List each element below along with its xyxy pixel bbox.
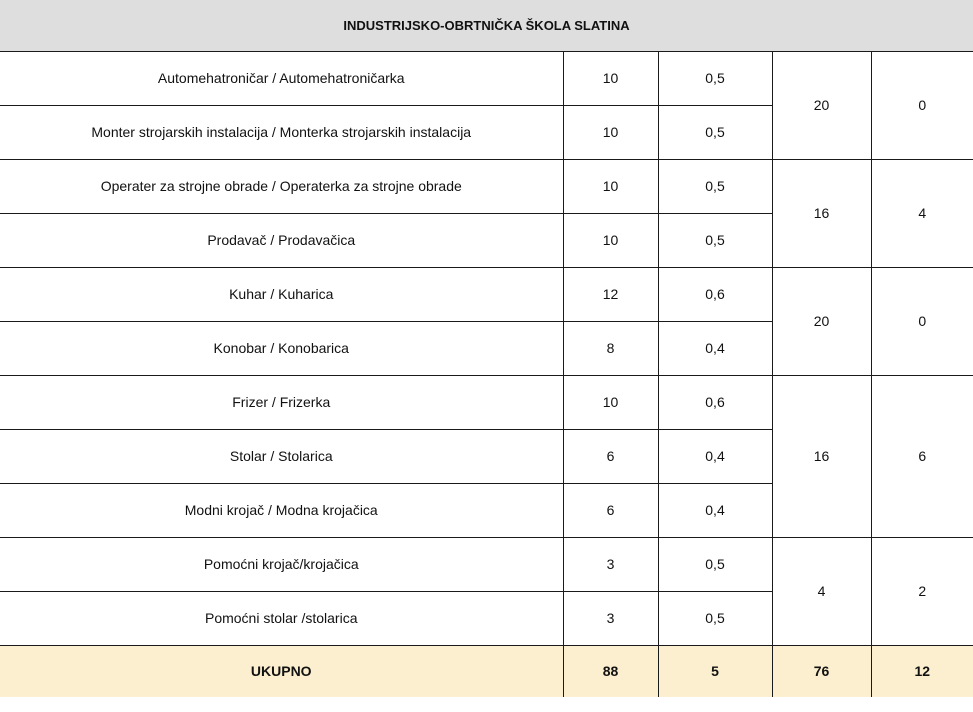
program-count: 12 xyxy=(563,267,658,321)
total-ratio: 5 xyxy=(658,645,772,697)
program-ratio: 0,6 xyxy=(658,375,772,429)
program-ratio: 0,5 xyxy=(658,51,772,105)
group-value: 20 xyxy=(772,51,871,159)
total-remaining: 12 xyxy=(871,645,973,697)
program-ratio: 0,6 xyxy=(658,267,772,321)
program-ratio: 0,4 xyxy=(658,321,772,375)
program-name: Kuhar / Kuharica xyxy=(0,267,563,321)
program-count: 10 xyxy=(563,105,658,159)
program-name: Operater za strojne obrade / Operaterka za strojne obrade xyxy=(0,159,563,213)
total-group-value: 76 xyxy=(772,645,871,697)
school-title: INDUSTRIJSKO-OBRTNIČKA ŠKOLA SLATINA xyxy=(0,0,973,51)
program-name: Modni krojač / Modna krojačica xyxy=(0,483,563,537)
program-ratio: 0,5 xyxy=(658,159,772,213)
program-ratio: 0,4 xyxy=(658,429,772,483)
table-row xyxy=(0,375,973,429)
table-row xyxy=(0,51,973,105)
program-count: 10 xyxy=(563,159,658,213)
program-name: Pomoćni krojač/krojačica xyxy=(0,537,563,591)
program-name: Stolar / Stolarica xyxy=(0,429,563,483)
program-count: 3 xyxy=(563,591,658,645)
program-ratio: 0,5 xyxy=(658,591,772,645)
program-count: 10 xyxy=(563,213,658,267)
program-count: 8 xyxy=(563,321,658,375)
program-name: Konobar / Konobarica xyxy=(0,321,563,375)
total-count: 88 xyxy=(563,645,658,697)
table-row xyxy=(0,159,973,213)
group-value: 16 xyxy=(772,375,871,537)
group-remaining: 0 xyxy=(871,267,973,375)
program-ratio: 0,5 xyxy=(658,213,772,267)
group-remaining: 6 xyxy=(871,375,973,537)
program-count: 6 xyxy=(563,483,658,537)
program-ratio: 0,5 xyxy=(658,105,772,159)
program-count: 10 xyxy=(563,51,658,105)
table-row xyxy=(0,537,973,591)
total-row xyxy=(0,645,973,697)
program-name: Automehatroničar / Automehatroničarka xyxy=(0,51,563,105)
program-ratio: 0,5 xyxy=(658,537,772,591)
table-row xyxy=(0,267,973,321)
program-ratio: 0,4 xyxy=(658,483,772,537)
program-name: Prodavač / Prodavačica xyxy=(0,213,563,267)
group-remaining: 0 xyxy=(871,51,973,159)
program-count: 3 xyxy=(563,537,658,591)
group-value: 16 xyxy=(772,159,871,267)
school-header-row xyxy=(0,0,973,51)
program-count: 10 xyxy=(563,375,658,429)
group-remaining: 4 xyxy=(871,159,973,267)
program-name: Frizer / Frizerka xyxy=(0,375,563,429)
program-name: Monter strojarskih instalacija / Monterka strojarskih instalacija xyxy=(0,105,563,159)
program-count: 6 xyxy=(563,429,658,483)
group-value: 4 xyxy=(772,537,871,645)
total-label: UKUPNO xyxy=(0,645,563,697)
program-name: Pomoćni stolar /stolarica xyxy=(0,591,563,645)
group-value: 20 xyxy=(772,267,871,375)
group-remaining: 2 xyxy=(871,537,973,645)
